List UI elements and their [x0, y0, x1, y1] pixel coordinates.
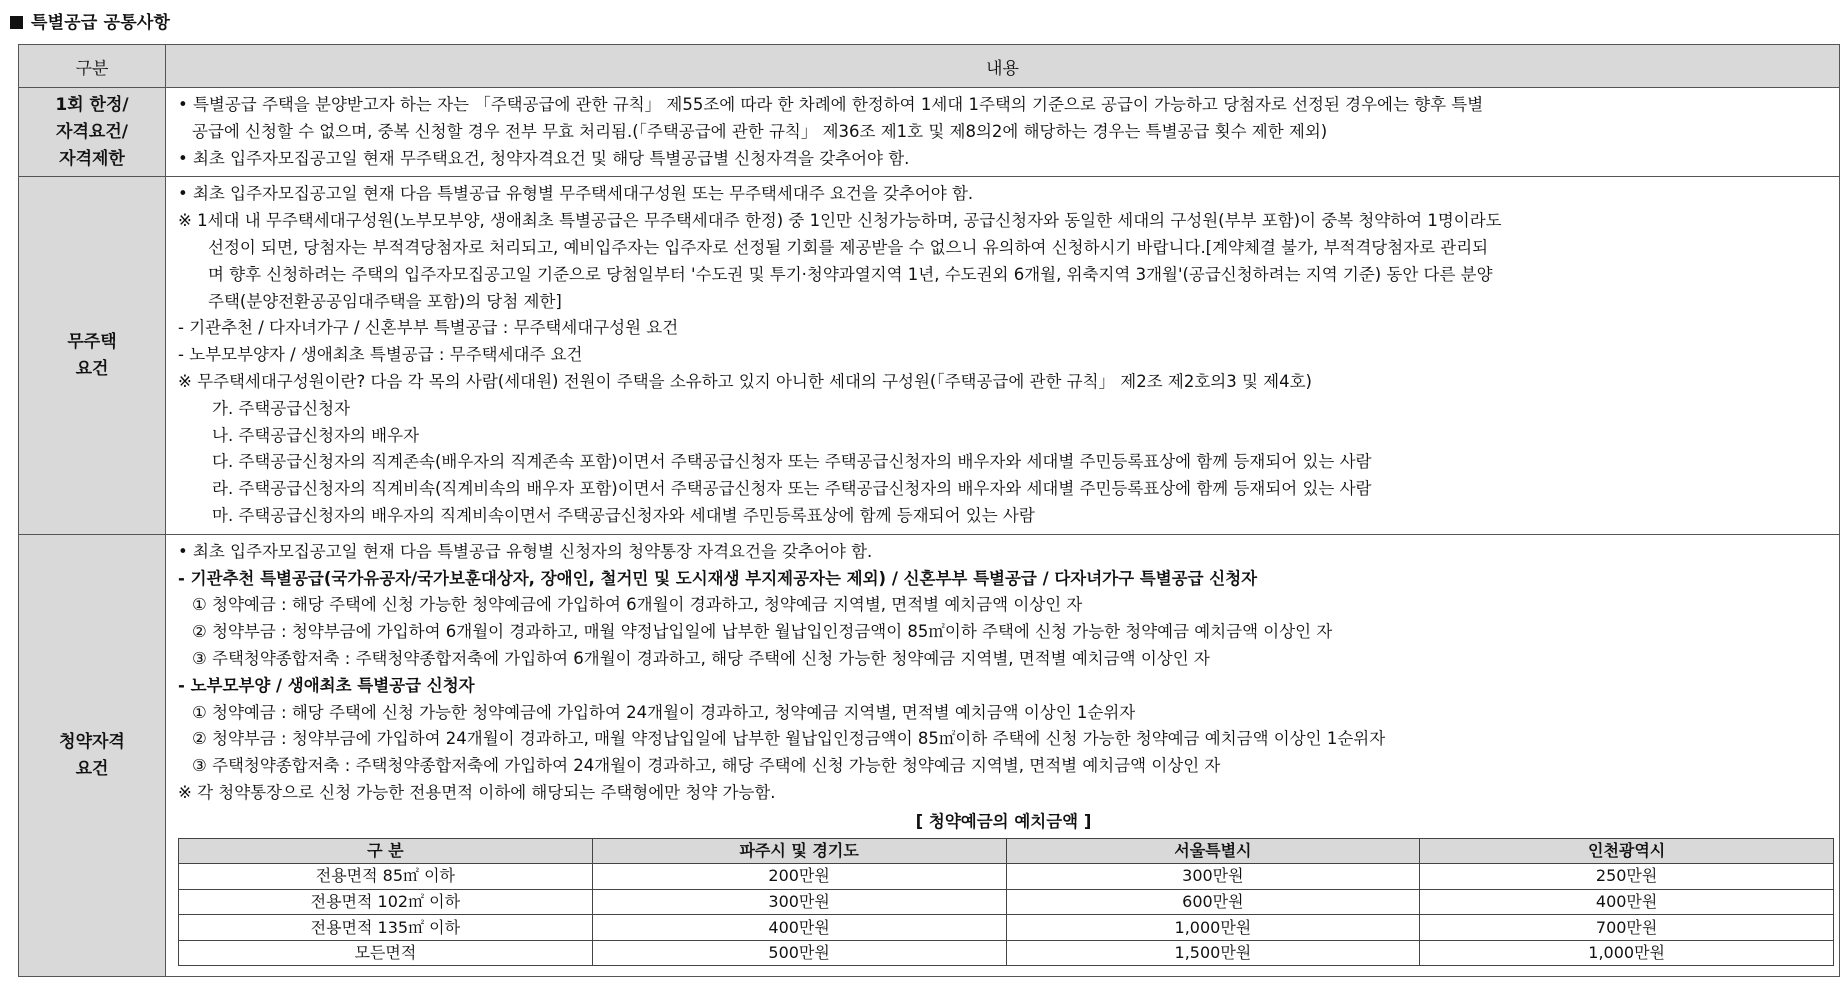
- text-line: ② 청약부금 : 청약부금에 가입하여 24개월이 경과하고, 매월 약정납입일에 납부한 월납입인정금액이 85㎡이하 주택에 신청 가능한 청약예금 예치금액 이상인 1순위자: [192, 729, 1386, 749]
- table-row: [19, 534, 1840, 977]
- table-row: [19, 177, 1840, 534]
- deposit-header-paju-gyeonggi: 파주시 및 경기도: [592, 838, 1006, 864]
- deposit-table-header-row: [179, 838, 1834, 864]
- text-line: 공급에 신청할 수 없으며, 중복 신청할 경우 전부 무효 처리됨.(「주택공급에 관한 규칙」 제36조 제1호 및 제8의2에 해당하는 경우는 특별공급 횟수 제한 제외): [192, 121, 1328, 141]
- text-line: - 노부모부양 / 생애최초 특별공급 신청자: [178, 675, 475, 695]
- deposit-cell: 300만원: [592, 889, 1006, 915]
- deposit-header-category: 구 분: [179, 838, 593, 864]
- deposit-header-seoul: 서울특별시: [1006, 838, 1420, 864]
- deposit-cell: 500만원: [592, 940, 1006, 966]
- text-line: ① 청약예금 : 해당 주택에 신청 가능한 청약예금에 가입하여 24개월이 경과하고, 청약예금 지역별, 면적별 예치금액 이상인 1순위자: [192, 702, 1136, 722]
- text-line: ※ 1세대 내 무주택세대구성원(노부모부양, 생애최초 특별공급은 무주택세대주 한정) 중 1인만 신청가능하며, 공급신청자와 동일한 세대의 구성원(부부 포함)이 중복 청약하여 1명이라도: [178, 211, 1502, 231]
- text-line: ③ 주택청약종합저축 : 주택청약종합저축에 가입하여 6개월이 경과하고, 해당 주택에 신청 가능한 청약예금 지역별, 면적별 예치금액 이상인 자: [192, 648, 1210, 668]
- text-line: ※ 무주택세대구성원이란? 다음 각 목의 사람(세대원) 전원이 주택을 소유하고 있지 아니한 세대의 구성원(「주택공급에 관한 규칙」 제2조 제2호의3 및 제4호): [178, 371, 1312, 391]
- row-label-homeless: 무주택 요건: [19, 177, 166, 534]
- deposit-table-row: [179, 889, 1834, 915]
- deposit-header-incheon: 인천광역시: [1420, 838, 1834, 864]
- section-heading: [10, 8, 170, 33]
- row-content-one-time-limit: [166, 88, 1840, 177]
- deposit-cell: 600만원: [1006, 889, 1420, 915]
- deposit-amount-table: [178, 838, 1834, 967]
- text-line: ① 청약예금 : 해당 주택에 신청 가능한 청약예금에 가입하여 6개월이 경과하고, 청약예금 지역별, 면적별 예치금액 이상인 자: [192, 595, 1083, 615]
- text-line: ③ 주택청약종합저축 : 주택청약종합저축에 가입하여 24개월이 경과하고, 해당 주택에 신청 가능한 청약예금 지역별, 면적별 예치금액 이상인 자: [192, 756, 1221, 776]
- row-label-subscription-eligibility: 청약자격 요건: [19, 534, 166, 977]
- text-line: 주택(분양전환공공임대주택을 포함)의 당첨 제한]: [208, 291, 562, 311]
- text-line: 선정이 되면, 당첨자는 부적격당첨자로 처리되고, 예비입주자는 입주자로 선정될 기회를 제공받을 수 없으니 유의하여 신청하시기 바랍니다.[계약체결 불가, 부적격당첨자로 관리되: [208, 237, 1489, 257]
- deposit-table-title: [ 청약예금의 예치금액 ]: [915, 811, 1092, 831]
- deposit-cell: 전용면적 85㎡ 이하: [179, 864, 593, 890]
- text-line: • 최초 입주자모집공고일 현재 다음 특별공급 유형별 무주택세대구성원 또는 무주택세대주 요건을 갖추어야 함.: [178, 184, 974, 204]
- text-line: 가. 주택공급신청자: [212, 398, 351, 418]
- text-line: 나. 주택공급신청자의 배우자: [212, 425, 420, 445]
- black-square-icon: [10, 16, 23, 29]
- text-line: ※ 각 청약통장으로 신청 가능한 전용면적 이하에 해당되는 주택형에만 청약 가능함.: [178, 782, 776, 802]
- common-requirements-table: [18, 44, 1840, 977]
- deposit-table-row: [179, 864, 1834, 890]
- deposit-cell: 전용면적 102㎡ 이하: [179, 889, 593, 915]
- text-line: 라. 주택공급신청자의 직계비속(직계비속의 배우자 포함)이면서 주택공급신청자 또는 주택공급신청자의 배우자와 세대별 주민등록표상에 함께 등재되어 있는 사람: [212, 479, 1372, 499]
- text-line: - 기관추천 / 다자녀가구 / 신혼부부 특별공급 : 무주택세대구성원 요건: [178, 318, 679, 338]
- row-content-subscription-eligibility: [166, 534, 1840, 977]
- header-content: 내용: [166, 45, 1840, 88]
- text-line: • 최초 입주자모집공고일 현재 다음 특별공급 유형별 신청자의 청약통장 자격요건을 갖추어야 함.: [178, 541, 873, 561]
- deposit-table-row: [179, 940, 1834, 966]
- table-header-row: [19, 45, 1840, 88]
- text-line: • 최초 입주자모집공고일 현재 무주택요건, 청약자격요건 및 해당 특별공급별 신청자격을 갖추어야 함.: [178, 148, 910, 168]
- row-label-one-time-limit: 1회 한정/ 자격요건/ 자격제한: [19, 88, 166, 177]
- deposit-cell: 300만원: [1006, 864, 1420, 890]
- deposit-cell: 250만원: [1420, 864, 1834, 890]
- deposit-table-row: [179, 915, 1834, 941]
- deposit-cell: 모든면적: [179, 940, 593, 966]
- header-category: 구분: [19, 45, 166, 88]
- deposit-cell: 200만원: [592, 864, 1006, 890]
- text-line: 마. 주택공급신청자의 배우자의 직계비속이면서 주택공급신청자와 세대별 주민등록표상에 함께 등재되어 있는 사람: [212, 505, 1035, 525]
- text-line: 다. 주택공급신청자의 직계존속(배우자의 직계존속 포함)이면서 주택공급신청자 또는 주택공급신청자의 배우자와 세대별 주민등록표상에 함께 등재되어 있는 사람: [212, 452, 1372, 472]
- deposit-cell: 700만원: [1420, 915, 1834, 941]
- text-line: - 기관추천 특별공급(국가유공자/국가보훈대상자, 장애인, 철거민 및 도시재생 부지제공자는 제외) / 신혼부부 특별공급 / 다자녀가구 특별공급 신청자: [178, 568, 1258, 588]
- text-line: - 노부모부양자 / 생애최초 특별공급 : 무주택세대주 요건: [178, 345, 583, 365]
- deposit-cell: 1,000만원: [1420, 940, 1834, 966]
- text-line: 며 향후 신청하려는 주택의 입주자모집공고일 기준으로 당첨일부터 '수도권 및 투기·청약과열지역 1년, 수도권외 6개월, 위축지역 3개월'(공급신청하려는 지역 기준) 동안 다른 분양: [208, 264, 1493, 284]
- deposit-cell: 1,500만원: [1006, 940, 1420, 966]
- text-line: • 특별공급 주택을 분양받고자 하는 자는 「주택공급에 관한 규칙」 제55조에 따라 한 차례에 한정하여 1세대 1주택의 기준으로 공급이 가능하고 당첨자로 선정된 경우에는 향후 특별: [178, 95, 1484, 114]
- deposit-cell: 400만원: [592, 915, 1006, 941]
- deposit-cell: 전용면적 135㎡ 이하: [179, 915, 593, 941]
- section-heading-text: 특별공급 공통사항: [31, 13, 171, 33]
- deposit-cell: 400만원: [1420, 889, 1834, 915]
- text-line: ② 청약부금 : 청약부금에 가입하여 6개월이 경과하고, 매월 약정납입일에 납부한 월납입인정금액이 85㎡이하 주택에 신청 가능한 청약예금 예치금액 이상인 자: [192, 622, 1333, 642]
- table-row: [19, 88, 1840, 177]
- deposit-cell: 1,000만원: [1006, 915, 1420, 941]
- row-content-homeless: [166, 177, 1840, 534]
